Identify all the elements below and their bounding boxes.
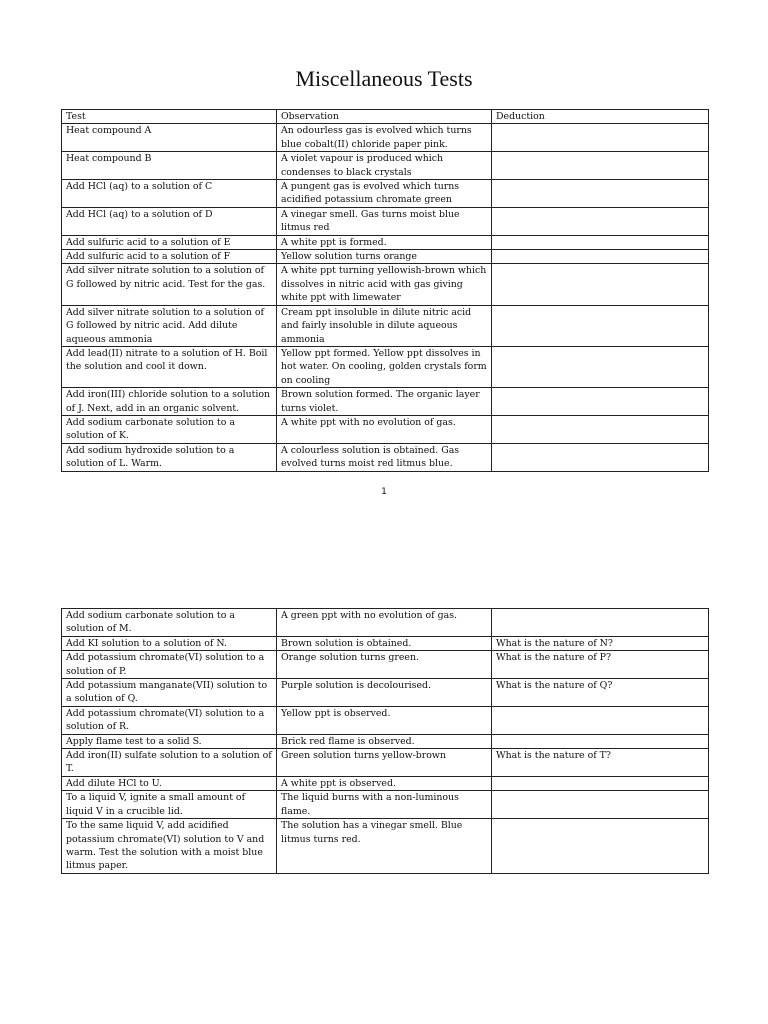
deduction-cell	[492, 734, 709, 748]
page-title: Miscellaneous Tests	[295, 66, 473, 91]
header-deduction: Deduction	[492, 110, 709, 124]
observation-cell: A white ppt is observed.	[277, 776, 492, 790]
deduction-cell	[492, 791, 709, 819]
test-cell: Add potassium manganate(VII) solution to a solution of Q.	[62, 679, 277, 707]
deduction-cell: What is the nature of Q?	[492, 679, 709, 707]
table-row	[62, 706, 709, 734]
deduction-cell	[492, 305, 709, 346]
test-cell: Add silver nitrate solution to a solution of G followed by nitric acid. Test for the gas.	[62, 264, 277, 305]
test-cell: Add sodium carbonate solution to a solution of M.	[62, 609, 277, 637]
observation-cell: Yellow ppt is observed.	[277, 706, 492, 734]
observation-cell: Cream ppt insoluble in dilute nitric acid and fairly insoluble in dilute aqueous ammonia	[277, 305, 492, 346]
observation-cell: Green solution turns yellow-brown	[277, 749, 492, 777]
deduction-cell	[492, 443, 709, 471]
header-observation: Observation	[277, 110, 492, 124]
table-row	[62, 734, 709, 748]
test-cell: Add sodium hydroxide solution to a solution of L. Warm.	[62, 443, 277, 471]
observation-cell: Orange solution turns green.	[277, 651, 492, 679]
test-cell: To a liquid V, ignite a small amount of liquid V in a crucible lid.	[62, 791, 277, 819]
table-row	[62, 651, 709, 679]
deduction-cell	[492, 609, 709, 637]
deduction-cell	[492, 250, 709, 264]
observation-cell: Yellow solution turns orange	[277, 250, 492, 264]
test-cell: Add iron(II) sulfate solution to a solution of T.	[62, 749, 277, 777]
test-cell: Apply flame test to a solid S.	[62, 734, 277, 748]
observation-cell: An odourless gas is evolved which turns blue cobalt(II) chloride paper pink.	[277, 124, 492, 152]
table-row	[62, 264, 709, 305]
table-row	[62, 207, 709, 235]
deduction-cell	[492, 706, 709, 734]
test-cell: Add potassium chromate(VI) solution to a solution of R.	[62, 706, 277, 734]
observation-cell: A colourless solution is obtained. Gas evolved turns moist red litmus blue.	[277, 443, 492, 471]
test-cell: Add iron(III) chloride solution to a solution of J. Next, add in an organic solvent.	[62, 388, 277, 416]
observation-cell: Brick red flame is observed.	[277, 734, 492, 748]
table-row	[62, 819, 709, 874]
observation-cell: A pungent gas is evolved which turns acidified potassium chromate green	[277, 180, 492, 208]
test-cell: Heat compound A	[62, 124, 277, 152]
test-cell: Add HCl (aq) to a solution of C	[62, 180, 277, 208]
deduction-cell	[492, 124, 709, 152]
table-row	[62, 124, 709, 152]
table-row	[62, 415, 709, 443]
deduction-cell	[492, 819, 709, 874]
table-row	[62, 388, 709, 416]
test-cell: Add sulfuric acid to a solution of E	[62, 235, 277, 249]
table-header-row	[62, 110, 709, 124]
observation-cell: The liquid burns with a non-luminous flame.	[277, 791, 492, 819]
test-cell: To the same liquid V, add acidified potassium chromate(VI) solution to V and warm. Test the solution with a moist blue litmus paper.	[62, 819, 277, 874]
table-row	[62, 180, 709, 208]
observation-cell: Yellow ppt formed. Yellow ppt dissolves in hot water. On cooling, golden crystals form on cooling	[277, 346, 492, 387]
deduction-cell: What is the nature of P?	[492, 651, 709, 679]
tests-table-page-2	[61, 608, 709, 874]
observation-cell: A white ppt turning yellowish-brown which dissolves in nitric acid with gas giving white ppt with limewater	[277, 264, 492, 305]
table-row	[62, 749, 709, 777]
table-row	[62, 443, 709, 471]
deduction-cell	[492, 152, 709, 180]
test-cell: Add HCl (aq) to a solution of D	[62, 207, 277, 235]
table-row	[62, 609, 709, 637]
observation-cell: A green ppt with no evolution of gas.	[277, 609, 492, 637]
table-row	[62, 791, 709, 819]
test-cell: Add sulfuric acid to a solution of F	[62, 250, 277, 264]
observation-cell: A violet vapour is produced which condenses to black crystals	[277, 152, 492, 180]
test-cell: Add potassium chromate(VI) solution to a solution of P.	[62, 651, 277, 679]
deduction-cell: What is the nature of N?	[492, 636, 709, 650]
deduction-cell	[492, 180, 709, 208]
header-test: Test	[62, 110, 277, 124]
deduction-cell: What is the nature of T?	[492, 749, 709, 777]
table-row	[62, 636, 709, 650]
deduction-cell	[492, 346, 709, 387]
test-cell: Add dilute HCl to U.	[62, 776, 277, 790]
deduction-cell	[492, 776, 709, 790]
deduction-cell	[492, 388, 709, 416]
deduction-cell	[492, 264, 709, 305]
table-row	[62, 776, 709, 790]
deduction-cell	[492, 207, 709, 235]
table-row	[62, 250, 709, 264]
deduction-cell	[492, 235, 709, 249]
table-row	[62, 305, 709, 346]
test-cell: Heat compound B	[62, 152, 277, 180]
test-cell: Add KI solution to a solution of N.	[62, 636, 277, 650]
test-cell: Add silver nitrate solution to a solution of G followed by nitric acid. Add dilute aqueous ammonia	[62, 305, 277, 346]
test-cell: Add sodium carbonate solution to a solution of K.	[62, 415, 277, 443]
tests-table-page-1	[61, 109, 709, 472]
table-row	[62, 346, 709, 387]
observation-cell: Brown solution formed. The organic layer turns violet.	[277, 388, 492, 416]
table-row	[62, 152, 709, 180]
observation-cell: The solution has a vinegar smell. Blue litmus turns red.	[277, 819, 492, 874]
deduction-cell	[492, 415, 709, 443]
page-number: 1	[381, 487, 387, 497]
observation-cell: A white ppt with no evolution of gas.	[277, 415, 492, 443]
observation-cell: A vinegar smell. Gas turns moist blue litmus red	[277, 207, 492, 235]
observation-cell: A white ppt is formed.	[277, 235, 492, 249]
table-row	[62, 235, 709, 249]
table-row	[62, 679, 709, 707]
test-cell: Add lead(II) nitrate to a solution of H. Boil the solution and cool it down.	[62, 346, 277, 387]
observation-cell: Brown solution is obtained.	[277, 636, 492, 650]
observation-cell: Purple solution is decolourised.	[277, 679, 492, 707]
